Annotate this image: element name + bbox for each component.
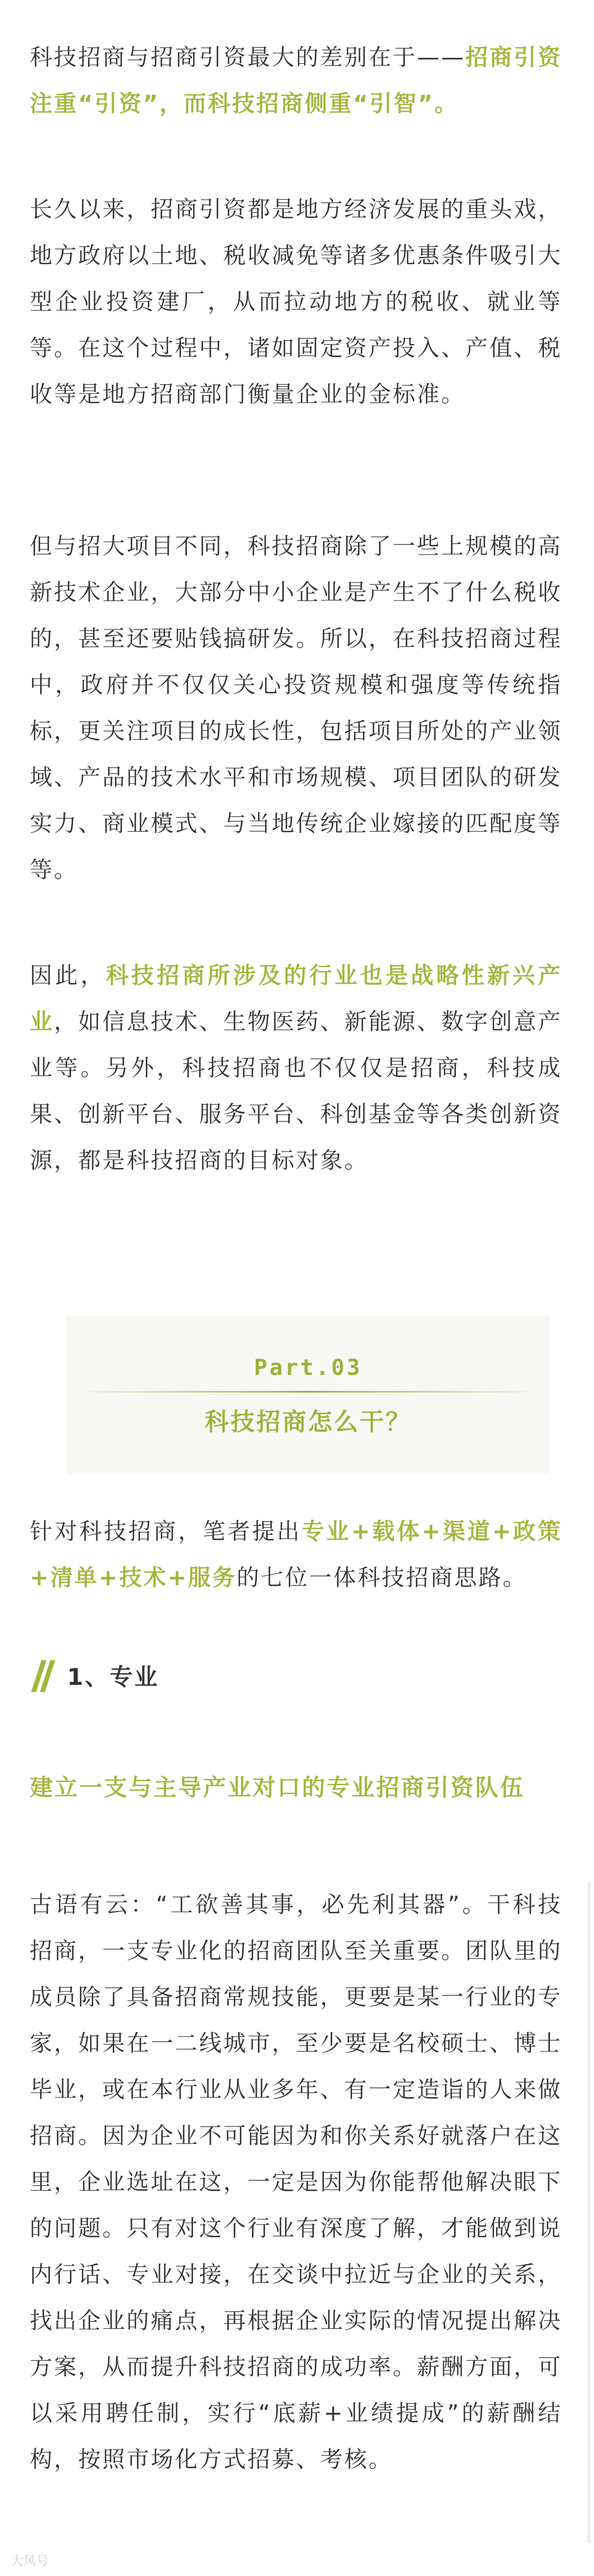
section-subheading: 建立一支与主导产业对口的专业招商引资队伍 <box>30 1774 525 1801</box>
approach-rest: 的七位一体科技招商思路。 <box>237 1564 527 1591</box>
paragraph-strategic-industries <box>30 952 562 1183</box>
part-header-block <box>66 1317 550 1474</box>
therefore-lead: 因此， <box>30 962 106 989</box>
paragraph-professional-team: 古语有云：“工欲善其事，必先利其器”。干科技招商，一支专业化的招商团队至关重要。团队里的成员除了具备招商常规技能，更要是某一行业的专家，如果在一二线城市，至少要是名校硕士、博士毕业，或在本行业从业多年、有一定造诣的人来做招商。因为企业不可能因为和你关系好就落户在这里，企业选址在这，一定是因为你能帮他解决眼下的问题。只有对这个行业有深度了解，才能做到说内行话、专业对接，在交谈中拉近与企业的关系，找出企业的痛点，再根据企业实际的情况提出解决方案，从而提升科技招商的成功率。薪酬方面，可以采用聘任制，实行“底薪+业绩提成”的薪酬结构，按照市场化方式招募、考核。 <box>30 1891 562 2473</box>
section-heading <box>30 1656 159 1695</box>
paragraph-tech-vs-projects: 但与招大项目不同，科技招商除了一些上规模的高新技术企业，大部分中小企业是产生不了什么税收的，甚至还要贴钱搞研发。所以，在科技招商过程中，政府并不仅仅关心投资规模和强度等传统指标，更关注项目的成长性，包括项目所处的产业领域、产品的技术水平和市场规模、项目团队的研发实力、商业模式、与当地传统企业嫁接的匹配度等等。 <box>30 533 562 883</box>
intro-highlight: 招商引资注重“引资”，而科技招商侧重“引智”。 <box>30 44 562 117</box>
approach-highlight: 专业+载体+渠道+政策+清单+技术+服务 <box>30 1518 563 1591</box>
paragraph-investment-history: 长久以来，招商引资都是地方经济发展的重头戏，地方政府以土地、税收减免等诸多优惠条件吸引大型企业投资建厂，从而拉动地方的税收、就业等等。在这个过程中，诸如固定资产投入、产值、税收等是地方招商部门衡量企业的金标准。 <box>30 196 562 407</box>
therefore-highlight: 科技招商所涉及的行业也是战略性新兴产业 <box>30 962 563 1035</box>
section-label: 1、专业 <box>67 1663 160 1690</box>
intro-paragraph <box>30 34 562 127</box>
watermark-text: 大风号 <box>11 2555 50 2568</box>
double-slash-icon <box>30 1658 56 1693</box>
scroll-indicator[interactable] <box>587 1882 591 2543</box>
therefore-rest: ，如信息技术、生物医药、新能源、数字创意产业等。另外，科技招商也不仅仅是招商，科技成果、创新平台、服务平台、科创基金等各类创新资源，都是科技招商的目标对象。 <box>30 1008 562 1174</box>
part-divider <box>82 1391 534 1393</box>
paragraph-seven-in-one <box>30 1508 562 1601</box>
part-title: 科技招商怎么干？ <box>205 1408 411 1436</box>
intro-lead: 科技招商与招商引资最大的差别在于—— <box>30 44 465 70</box>
part-label: Part.03 <box>254 1355 362 1380</box>
approach-lead: 针对科技招商，笔者提出 <box>30 1518 302 1544</box>
